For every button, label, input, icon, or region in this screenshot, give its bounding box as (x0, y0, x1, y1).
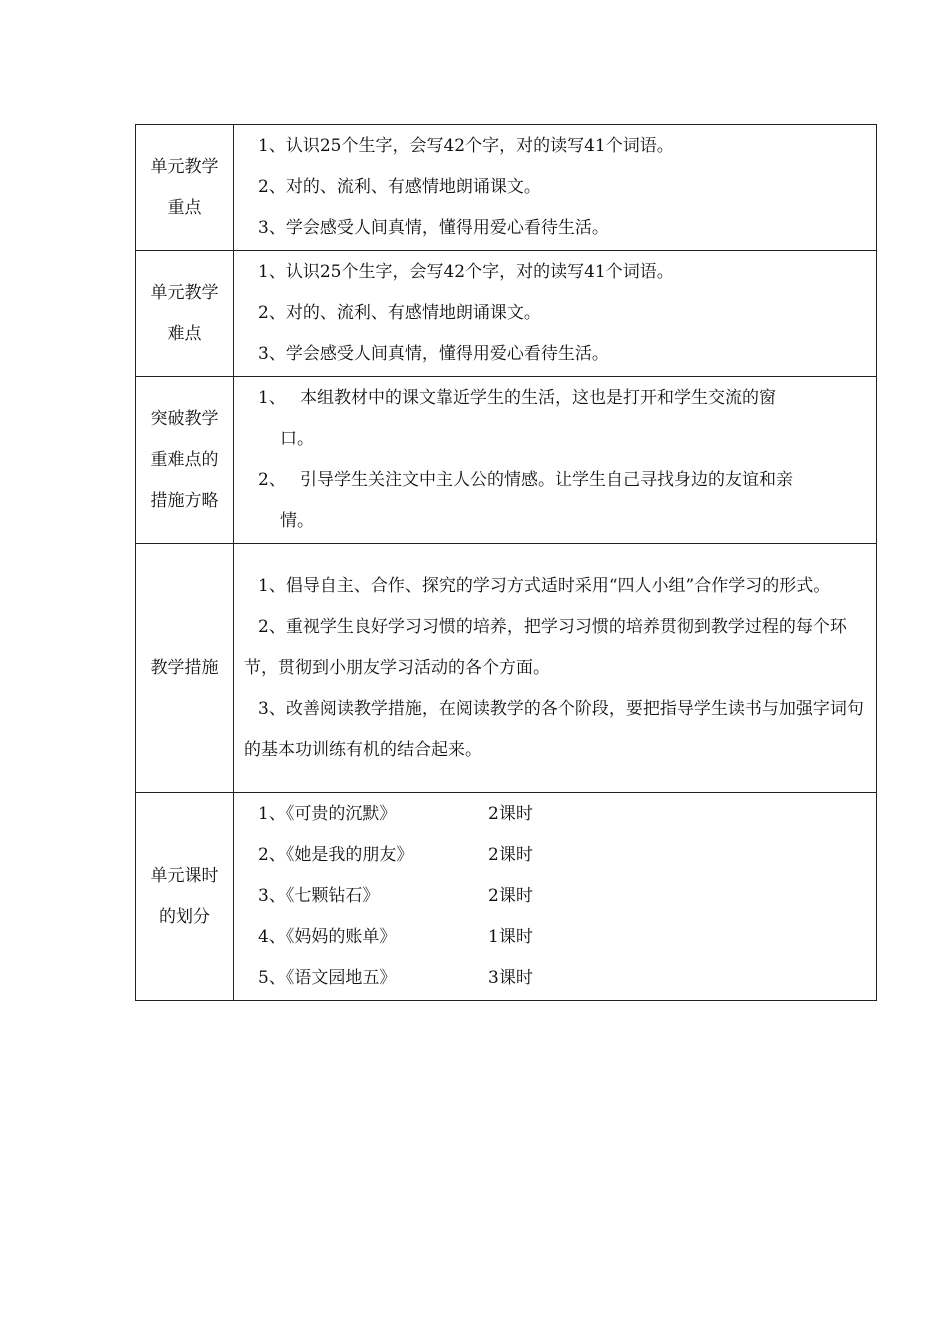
table-row (136, 793, 877, 1001)
list-item: 2、对的、流利、有感情地朗诵课文。 (258, 303, 541, 323)
row-label (136, 377, 234, 544)
label-line: 重难点的 (150, 449, 219, 470)
lesson-hours: 2课时 (488, 886, 533, 906)
lesson-name: 5、《语文园地五》 (258, 968, 397, 988)
list-item (244, 378, 868, 460)
list-item: 3、改善阅读教学措施，在阅读教学的各个阶段，要把指导学生读书与加强字词句的基本功训练有机的结合起来。 (244, 698, 864, 760)
row-content (234, 793, 877, 1001)
row-label (136, 544, 234, 793)
lesson-item (244, 835, 868, 876)
list-item: 2、重视学生良好学习习惯的培养，把学习习惯的培养贯彻到教学过程的每个环节，贯彻到小朋友学习活动的各个方面。 (244, 616, 847, 678)
lesson-item (244, 917, 868, 958)
table-row (136, 544, 877, 793)
list-item: 1、倡导自主、合作、探究的学习方式适时采用“四人小组”合作学习的形式。 (258, 575, 831, 596)
lesson-item (244, 794, 868, 835)
list-item: 1、认识25个生字，会写42个字，对的读写41个词语。 (258, 136, 674, 156)
list-item: 2、对的、流利、有感情地朗诵课文。 (258, 177, 541, 197)
row-label (136, 251, 234, 377)
label-line: 的划分 (159, 906, 210, 927)
row-content (234, 251, 877, 377)
lesson-item (244, 958, 868, 999)
row-label (136, 793, 234, 1001)
label-line: 措施方略 (150, 490, 219, 511)
list-item: 3、学会感受人间真情，懂得用爱心看待生活。 (258, 344, 609, 364)
table-row (136, 125, 877, 251)
list-item (244, 460, 868, 542)
item-number: 1、 (258, 388, 286, 408)
table-row (136, 251, 877, 377)
item-text: 本组教材中的课文靠近学生的生活，这也是打开和学生交流的窗 (300, 388, 776, 408)
item-text-continued: 口。 (280, 429, 314, 449)
label-line: 单元教学 (150, 282, 219, 303)
row-content (234, 377, 877, 544)
list-item: 3、学会感受人间真情，懂得用爱心看待生活。 (258, 218, 609, 238)
lesson-name: 2、《她是我的朋友》 (258, 845, 414, 865)
row-content (234, 544, 877, 793)
lesson-hours: 2课时 (488, 845, 533, 865)
label-line: 难点 (167, 323, 202, 344)
list-item: 1、认识25个生字，会写42个字，对的读写41个词语。 (258, 262, 674, 282)
lesson-name: 3、《七颗钻石》 (258, 886, 380, 906)
label-line: 单元教学 (150, 156, 219, 177)
unit-plan-table (135, 124, 877, 1001)
item-number: 2、 (258, 470, 286, 490)
label-line: 重点 (167, 197, 202, 218)
lesson-hours: 3课时 (488, 968, 533, 988)
row-content (234, 125, 877, 251)
lesson-hours: 1课时 (488, 927, 533, 947)
label-line: 突破教学 (150, 408, 219, 429)
lesson-hours: 2课时 (488, 804, 533, 824)
lesson-item (244, 876, 868, 917)
lesson-name: 4、《妈妈的账单》 (258, 927, 397, 947)
lesson-name: 1、《可贵的沉默》 (258, 804, 397, 824)
label-line: 教学措施 (150, 657, 219, 678)
table-row (136, 377, 877, 544)
item-text-continued: 情。 (280, 511, 314, 531)
label-line: 单元课时 (150, 865, 219, 886)
item-text: 引导学生关注文中主人公的情感。让学生自己寻找身边的友谊和亲 (300, 470, 793, 490)
row-label (136, 125, 234, 251)
